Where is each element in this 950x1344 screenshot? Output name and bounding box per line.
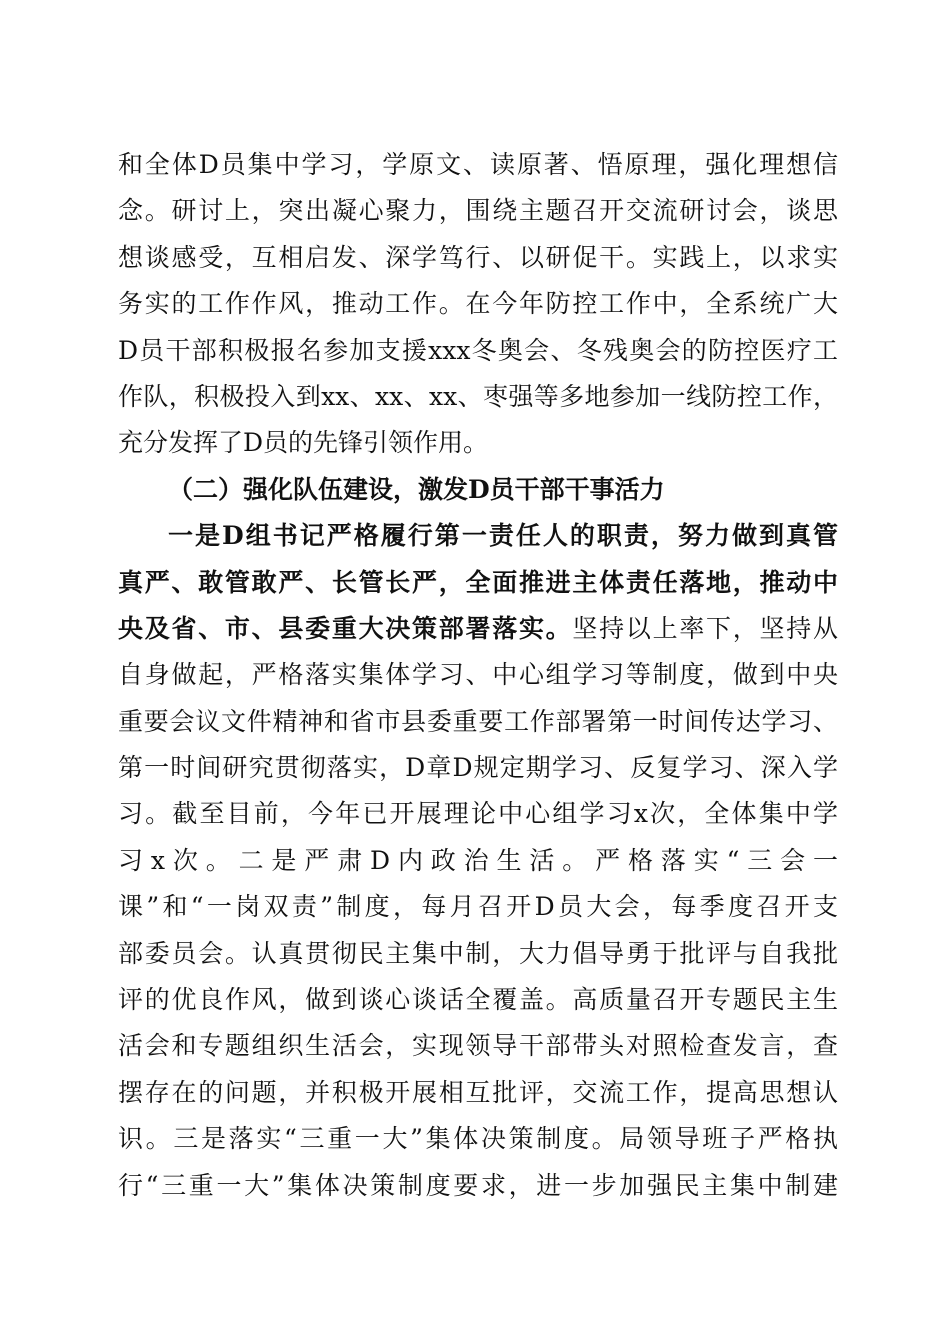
text-line: 第一时间研究贯彻落实，D章D规定期学习、反复学习、深入学 [118, 753, 838, 783]
text-line: 部委员会。认真贯彻民主集中制，大力倡导勇于批评与自我批 [118, 938, 838, 968]
text-line: 务实的工作作风，推动工作。在今年防控工作中，全系统广大 [118, 289, 838, 319]
text-line: 充分发挥了D员的先锋引领作用。 [118, 428, 489, 458]
text-line-bold: 真严、敢管敢严、长管长严，全面推进主体责任落地，推动中 [118, 567, 838, 597]
text-line: 评的优良作风，做到谈心谈话全覆盖。高质量召开专题民主生 [118, 985, 838, 1015]
section-heading: （二）强化队伍建设，激发D员干部干事活力 [168, 474, 665, 504]
text-line: 重要会议文件精神和省市县委重要工作部署第一时间传达学习、 [118, 706, 838, 736]
text-line: 念。研讨上，突出凝心聚力，围绕主题召开交流研讨会，谈思 [118, 196, 838, 226]
text-line: D员干部积极报名参加支援xxx冬奥会、冬残奥会的防控医疗工 [118, 335, 838, 365]
text-line: 摆存在的问题，并积极开展相互批评，交流工作，提高思想认 [118, 1077, 838, 1107]
text-line: 作队，积极投入到xx、xx、xx、枣强等多地参加一线防控工作， [118, 381, 838, 411]
text-line-mixed [118, 606, 838, 652]
bold-segment: 央及省、市、县委重大决策部署落实。 [118, 613, 573, 643]
text-line: 识。三是落实“三重一大”集体决策制度。局领导班子严格执 [118, 1124, 838, 1154]
text-line: 和全体D员集中学习，学原文、读原著、悟原理，强化理想信 [118, 150, 838, 179]
text-line: 行“三重一大”集体决策制度要求，进一步加强民主集中制建 [118, 1170, 838, 1200]
text-line: 习。截至目前，今年已开展理论中心组学习x次，全体集中学 [118, 799, 838, 829]
text-line: 自身做起，严格落实集体学习、中心组学习等制度，做到中央 [118, 660, 838, 690]
normal-segment: 坚持以上率下，坚持从 [572, 613, 838, 643]
text-line: 想谈感受，互相启发、深学笃行、以研促干。实践上，以求实 [118, 242, 838, 272]
text-line: 习x次。二是严肃D内政治生活。严格落实“三会一 [118, 845, 838, 875]
document-body [118, 142, 838, 1209]
text-line: 活会和专题组织生活会，实现领导干部带头对照检查发言，查 [118, 1031, 838, 1061]
text-line: 课”和“一岗双责”制度，每月召开D员大会，每季度召开支 [118, 892, 838, 922]
text-line-bold: 一是D组书记严格履行第一责任人的职责，努力做到真管 [168, 521, 838, 551]
